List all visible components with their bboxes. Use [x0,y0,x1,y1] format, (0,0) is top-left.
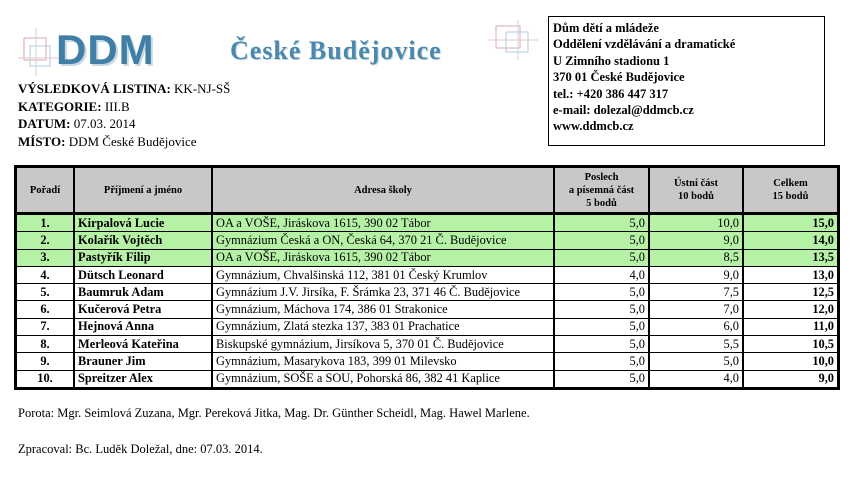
cell-total: 10,0 [743,353,839,370]
table-row [16,266,839,283]
cell-school: OA a VOŠE, Jiráskova 1615, 390 02 Tábor [212,249,554,266]
cell-name: Spreitzer Alex [74,370,212,388]
cell-name: Kučerová Petra [74,301,212,318]
cell-rank: 9. [16,353,75,370]
table-row [16,370,839,388]
ddm-logo [18,20,518,82]
logo-sub-text: České Budějovice [230,36,442,65]
meta-datum: DATUM: 07.03. 2014 [18,116,136,131]
cell-listening: 5,0 [554,214,649,232]
table-row [16,214,839,232]
cell-rank: 4. [16,266,75,283]
cell-oral: 4,0 [649,370,743,388]
cell-total: 13,5 [743,249,839,266]
cell-total: 15,0 [743,214,839,232]
info-line-street: U Zimního stadionu 1 [553,53,670,68]
cell-oral: 7,5 [649,284,743,301]
table-row [16,301,839,318]
info-line-department: Oddělení vzdělávání a dramatické [553,37,736,52]
cell-school: Gymnázium, SOŠE a SOU, Pohorská 86, 382 41 Kaplice [212,370,554,388]
cell-school: Gymnázium Česká a ON, Česká 64, 370 21 Č. Budějovice [212,232,554,249]
table-row [16,353,839,370]
cell-name: Dütsch Leonard [74,266,212,283]
table-row [16,284,839,301]
cell-oral: 6,0 [649,318,743,335]
cell-rank: 7. [16,318,75,335]
cell-listening: 5,0 [554,370,649,388]
cell-name: Kolařík Vojtěch [74,232,212,249]
cell-rank: 8. [16,336,75,353]
results-body [16,214,839,389]
cell-listening: 5,0 [554,301,649,318]
cell-rank: 3. [16,249,75,266]
table-row [16,232,839,249]
cell-listening: 5,0 [554,336,649,353]
header-total: Celkem 15 bodů [743,167,839,214]
organization-info-box [548,16,825,146]
cell-total: 12,5 [743,284,839,301]
info-line-city: 370 01 České Budějovice [553,70,685,85]
cell-name: Baumruk Adam [74,284,212,301]
cell-school: Gymnázium, Masarykova 183, 399 01 Milevsko [212,353,554,370]
cell-oral: 8,5 [649,249,743,266]
table-row [16,249,839,266]
cell-listening: 5,0 [554,353,649,370]
footer-porota: Porota: Mgr. Seimlová Zuzana, Mgr. Pereková Jitka, Mag. Dr. Günther Scheidl, Mag. Hawel Marlene. [18,406,530,420]
cell-listening: 4,0 [554,266,649,283]
cell-listening: 5,0 [554,284,649,301]
info-line-name: Dům dětí a mládeže [553,21,659,35]
info-line-phone: tel.: +420 386 447 317 [553,86,669,101]
cell-oral: 5,5 [649,336,743,353]
cell-total: 10,5 [743,336,839,353]
cell-school: Gymnázium, Zlatá stezka 137, 383 01 Prachatice [212,318,554,335]
cell-school: Gymnázium, Máchova 174, 386 01 Strakonice [212,301,554,318]
logo-decoration-right [488,20,538,60]
cell-total: 13,0 [743,266,839,283]
cell-listening: 5,0 [554,318,649,335]
cell-listening: 5,0 [554,232,649,249]
footer-zpracoval: Zpracoval: Bc. Luděk Doležal, dne: 07.03. 2014. [18,442,263,456]
logo-decoration-left [18,28,58,76]
cell-oral: 7,0 [649,301,743,318]
cell-name: Merleová Kateřina [74,336,212,353]
table-row [16,336,839,353]
header-school: Adresa školy [212,167,554,214]
cell-rank: 1. [16,214,75,232]
cell-name: Brauner Jim [74,353,212,370]
logo-main-text: DDM [56,26,155,73]
meta-misto: MÍSTO: DDM České Budějovice [18,133,197,149]
cell-name: Kirpalová Lucie [74,214,212,232]
table-row [16,318,839,335]
cell-total: 12,0 [743,301,839,318]
cell-name: Hejnová Anna [74,318,212,335]
meta-kategorie: KATEGORIE: III.B [18,98,130,114]
cell-total: 11,0 [743,318,839,335]
cell-total: 9,0 [743,370,839,388]
cell-school: Gymnázium, Chvalšinská 112, 381 01 Český Krumlov [212,266,554,283]
results-table [14,165,840,390]
info-line-email: e-mail: dolezal@ddmcb.cz [553,103,694,118]
cell-school: Biskupské gymnázium, Jirsíkova 5, 370 01 Č. Budějovice [212,336,554,353]
meta-listina: VÝSLEDKOVÁ LISTINA: KK-NJ-SŠ [18,81,231,96]
cell-oral: 5,0 [649,353,743,370]
header-name: Příjmení a jméno [74,167,212,214]
cell-total: 14,0 [743,232,839,249]
cell-rank: 6. [16,301,75,318]
header-listening: Poslech a písemná část 5 bodů [554,167,649,214]
cell-rank: 5. [16,284,75,301]
cell-rank: 10. [16,370,75,388]
cell-rank: 2. [16,232,75,249]
cell-oral: 10,0 [649,214,743,232]
cell-name: Pastyřík Filip [74,249,212,266]
cell-listening: 5,0 [554,249,649,266]
cell-oral: 9,0 [649,232,743,249]
info-line-web: www.ddmcb.cz [553,119,634,134]
results-meta [18,80,230,150]
cell-school: OA a VOŠE, Jiráskova 1615, 390 02 Tábor [212,214,554,232]
header-rank: Pořadí [16,167,75,214]
cell-school: Gymnázium J.V. Jirsíka, F. Šrámka 23, 371 46 Č. Budějovice [212,284,554,301]
header-oral: Ústní část 10 bodů [649,167,743,214]
table-header-row [16,167,839,214]
cell-oral: 9,0 [649,266,743,283]
